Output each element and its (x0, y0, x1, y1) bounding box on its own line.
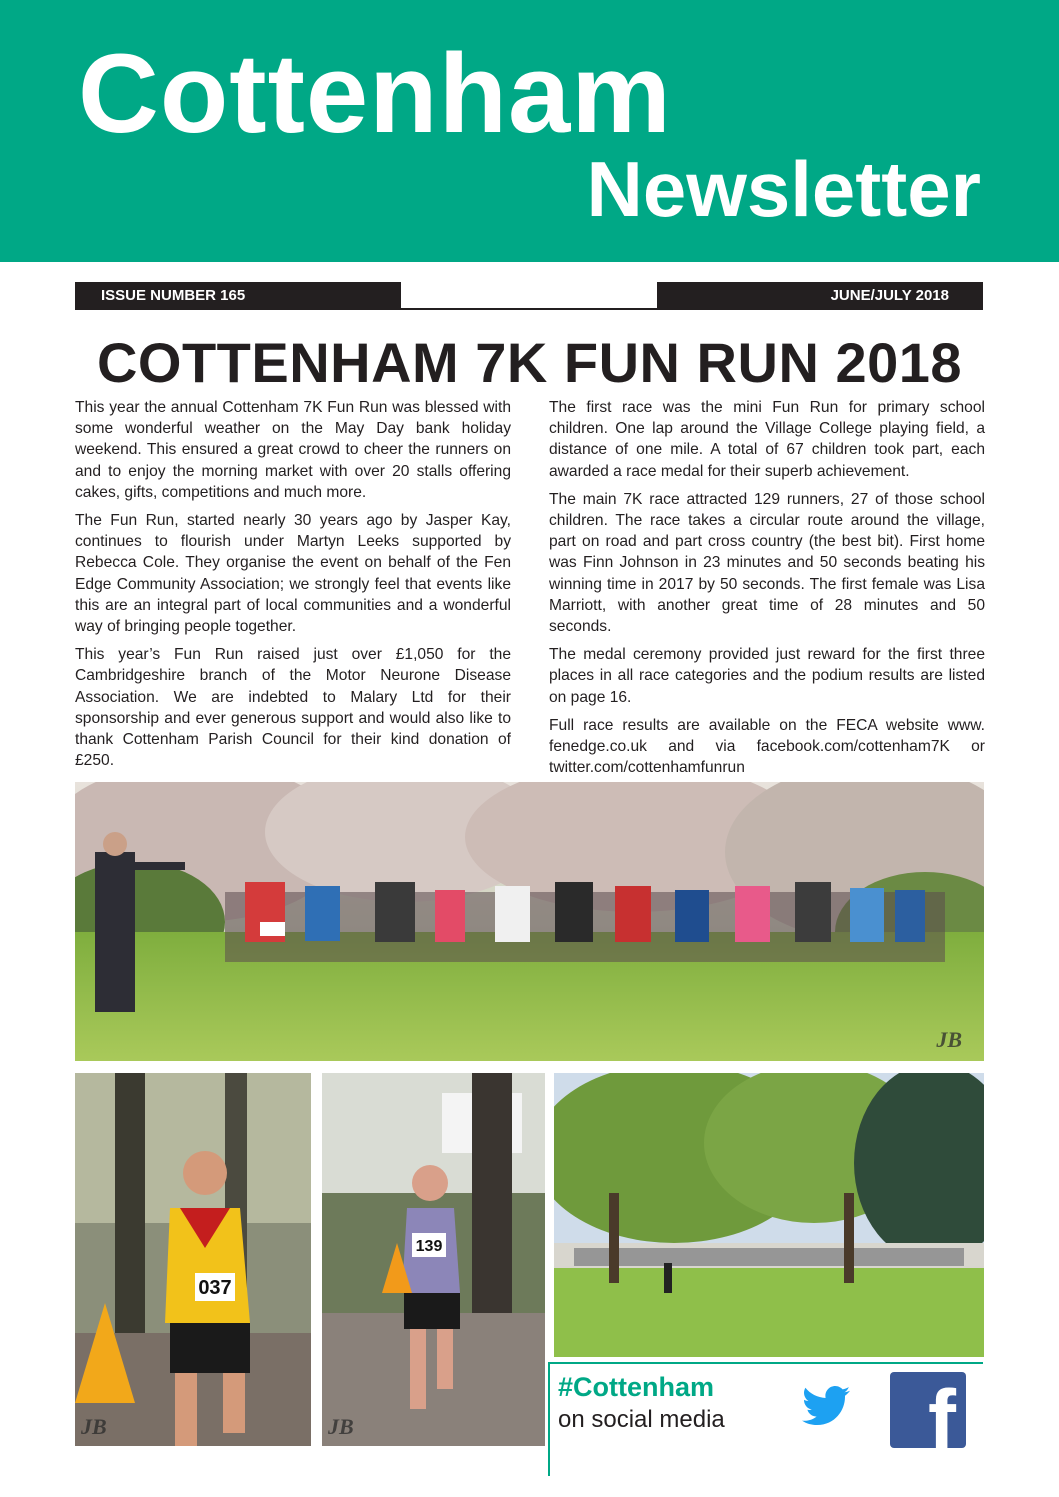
photographer-watermark: JB (936, 1027, 962, 1052)
runner-bib: 037 (198, 1277, 232, 1299)
photographer-watermark: JB (81, 1414, 107, 1439)
masthead-subtitle: Newsletter (586, 145, 981, 233)
photographer-watermark: JB (328, 1414, 354, 1439)
race-start-photo (75, 782, 984, 1061)
article-column-left (75, 397, 511, 778)
issue-date: JUNE/JULY 2018 (657, 282, 983, 310)
twitter-icon[interactable] (802, 1386, 850, 1426)
social-hashtag: #Cottenham (558, 1372, 715, 1402)
masthead (0, 0, 1059, 262)
village-field-illustration (554, 1073, 984, 1357)
masthead-title: Cottenham (78, 31, 672, 156)
social-media-box (548, 1362, 983, 1476)
issue-number: ISSUE NUMBER 165 (75, 282, 401, 310)
start-sign (260, 922, 285, 936)
female-runner-illustration (322, 1073, 545, 1446)
runner-bib: 139 (415, 1238, 443, 1255)
article-paragraph: The medal ceremony provided just reward for the first three places in all race categories and the podium results are listed on page 16. (549, 646, 985, 706)
facebook-icon[interactable] (890, 1372, 966, 1448)
article-headline: COTTENHAM 7K FUN RUN 2018 (96, 331, 963, 394)
race-start-illustration (75, 782, 984, 1061)
issue-bar (75, 282, 983, 310)
article-paragraph: Full race results are available on the FECA website www. fenedge.co.uk and via facebook.com/cottenham7K or twitter.com/cottenhamfunrun (549, 716, 985, 777)
village-field-photo (554, 1073, 984, 1357)
article-paragraph: This year’s Fun Run raised just over £1,050 for the Cambridgeshire branch of the Motor Neurone Disease Association. We are indebted to Malary Ltd for their sponsorship and ever generous support and would also like to thank Cottenham Parish Council for their kind donation of £250. (75, 646, 511, 770)
article-paragraph: The first race was the mini Fun Run for primary school children. One lap around the Village College playing field, a distance of one mile. A total of 67 children took part, each awarded a race medal for their superb achievement. (549, 399, 985, 480)
facebook-glyph: f (928, 1373, 956, 1448)
article-paragraph: The Fun Run, started nearly 30 years ago by Jasper Kay, continues to flourish under Martyn Leeks supported by Rebecca Cole. They organise the event on behalf of the Fen Edge Community Association; we strongly feel that events like this are an integral part of local communities and a wonderful way of bringing people together. (75, 512, 511, 636)
female-runner-photo (322, 1073, 545, 1446)
issue-divider (401, 282, 657, 310)
article-paragraph: The main 7K race attracted 129 runners, 27 of those school children. The race takes a circular route around the village, part on road and part cross country (the best bit). First home was Finn Johnson in 23 minutes and 50 seconds beating his winning time in 2017 by 50 seconds. The first female was Lisa Marriott, with another great time of 28 minutes and 50 seconds. (549, 490, 985, 636)
male-runner-illustration (75, 1073, 311, 1446)
article-column-right (549, 397, 985, 785)
male-runner-photo (75, 1073, 311, 1446)
article-paragraph: This year the annual Cottenham 7K Fun Run was blessed with some wonderful weather on the May Day bank holiday weekend. This ensured a great crowd to cheer the runners on and to enjoy the morning market with over 20 stalls offering cakes, gifts, competitions and much more. (75, 399, 511, 501)
social-label: on social media (558, 1406, 725, 1433)
